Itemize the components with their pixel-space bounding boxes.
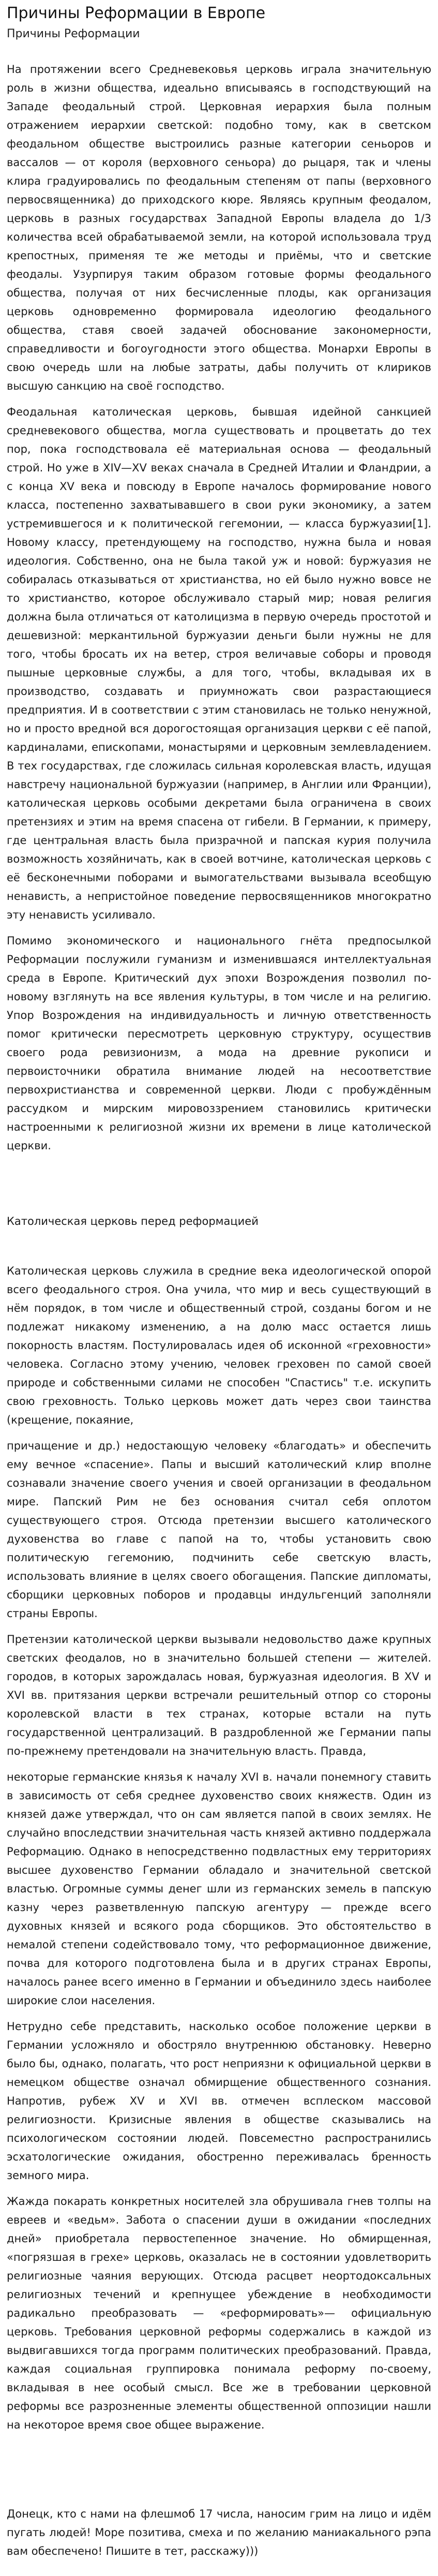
paragraph: На протяжении всего Средневековья церковь играла значительную роль в жизни общества, идеально вписываясь в господствующий на Западе феодальный строй. Церковная иерархия была полным отражением иерархии светской: подобно тому, как в светском феодальном обществе выстроились разные категории сеньоров и вассалов — от короля (верховного сеньора) до рыцаря, так и члены клира градуировались по феодальным степеням от папы (верховного первосвященника) до приходского кюре. Являясь крупным феодалом, церковь в разных государствах Западной Европы владела до 1/3 количества всей обрабатываемой земли, на которой использовала труд крепостных, применяя те же методы и приёмы, что и светские феодалы. Узурпируя таким образом готовые формы феодального общества, получая от них бесчисленные плоды, как организация церковь одновременно формировала идеологию феодального общества, ставя своей задачей обоснование закономерности, справедливости и богоугодности этого общества. Монархи Европы в свою очередь шли на любые затраты, дабы получить от клириков высшую санкцию на своё господство. — [7, 63, 431, 392]
paragraph: Нетрудно себе представить, насколько особое положение церкви в Германии усложняло и обостряло внутреннюю обстановку. Неверно было бы, однако, полагать, что рост неприязни к официальной церкви в немецком обществе означал обмирщение общественного сознания. Напротив, рубеж XV и XVI вв. отмечен всплеском массовой религиозности. Кризисные явления в обществе сказывались на психологическом состоянии людей. Повсеместно распространились эсхатологические ожидания, обостренно переживалась бренность земного мира. — [7, 2020, 431, 2182]
page-title: Причины Реформации в Европе — [7, 4, 266, 22]
spacer — [7, 1162, 431, 1212]
footer-note: Донецк, кто с нами на флешмоб 17 числа, наносим грим на лицо и идём пугать людей! Море позитива, смеха и по желанию маниакального рэпа вам обеспечено! Пишите в тет, расскажу))) — [7, 2508, 431, 2557]
main-section — [7, 60, 431, 1155]
paragraph: причащение и др.) недостающую человеку «благодать» и обеспечить ему вечное «спасение». Папы и высший католический клир вполне сознавали значение своего учения и своей организации в феодальном мире. Папский Рим не без основания считал себя оплотом существующего строя. Отсюда претензии высшего католического духовенства во главе с папой на то, чтобы установить свою политическую гегемонию, подчинить себе светскую власть, использовать влияние в целях своего обогащения. Папские дипломаты, сборщики церковных поборов и продавцы индульгенций заполняли страны Европы. — [7, 1440, 431, 1620]
paragraph: Помимо экономического и национального гнёта предпосылкой Реформации послужили гуманизм и изменившаяся интеллектуальная среда в Европе. Критический дух эпохи Возрождения позволил по-новому взглянуть на все явления культуры, в том числе и на религию. Упор Возрождения на индивидуальность и личную ответственность помог критически пересмотреть церковную структуру, осуществив своего рода ревизионизм, а мода на древние рукописи и первоисточники обратила внимание людей на несоответствие первохристианства и современной церкви. Люди с пробуждённым рассудком и мирским мировоззрением становились критически настроенными к религиозной жизни их времени в лице католической церкви. — [7, 935, 431, 1152]
paragraph: Жажда покарать конкретных носителей зла обрушивала гнев толпы на евреев и «ведьм». Забота о спасении души в ожидании «последних дней» приобретала первостепенное значение. Но обмирщенная, «погрязшая в грехе» церковь, оказалась не в состоянии удовлетворить религиозные чаяния верующих. Отсюда расцвет неортодоксальных религиозных течений и крепнущее убеждение в необходимости радикально преобразовать — «реформировать»— официальную церковь. Требования церковной реформы содержались в каждой из выдвигавшихся тогда программ политических преобразований. Правда, каждая социальная группировка понимала реформу по-своему, вкладывая в нее особый смысл. Все же в требовании церковной реформы все разрозненные элементы общественной оппозиции нашли на некоторое время свое общее выражение. — [7, 2195, 431, 2431]
church-section — [7, 1212, 431, 2434]
paragraph: некоторые германские князья к началу XVI в. начали понемногу ставить в зависимость от себя среднее духовенство своих княжеств. Один из князей даже утверждал, что он сам является папой в своих землях. Не случайно впоследствии значительная часть князей активно поддержала Реформацию. Однако в непосредственно подвластных ему территориях высшее духовенство Германии обладало и значительной светской властью. Огромные суммы денег шли из германских земель в папскую казну через разветвленную папскую агентуру — прежде всего духовных князей и всякого рода сборщиков. Это обстоятельство в немалой степени содействовало тому, что реформационное движение, почва для которого подготовлена была и в других странах Европы, началось ранее всего именно в Германии и объединило здесь наиболее широкие слои населения. — [7, 1771, 431, 2007]
section-title: Католическая церковь перед реформацией — [7, 1215, 259, 1227]
paragraph: Католическая церковь служила в средние века идеологической опорой всего феодального строя. Она учила, что мир и весь существующий в нём порядок, в том числе и общественный строй, созданы богом и не подлежат никакому изменению, а на долю масс остается лишь покорность властям. Постулировалась идея об исконной «греховности» человека. Согласно этому учению, человек греховен по самой своей природе и собственными силами не способен "Спастись" т.е. искупить свою греховность. Только церковь может дать через свои таинства (крещение, покаяние, — [7, 1265, 431, 1426]
paragraph: Феодальная католическая церковь, бывшая идейной санкцией средневекового общества, могла существовать и процветать до тех пор, пока господствовала её материальная основа — феодальный строй. Но уже в XIV—XV веках сначала в Средней Италии и Фландрии, а с конца XV века и повсюду в Европе началось формирование нового класса, постепенно захватывавшего в свои руки экономику, а затем устремившегося и к политической гегемонии, — класса буржуазии[1]. Новому классу, претендующему на господство, нужна была и новая идеология. Собственно, она не была такой уж и новой: буржуазия не собиралась отказываться от христианства, но ей было нужно вовсе не то христианство, которое обслуживало старый мир; новая религия должна была отличаться от католицизма в первую очередь простотой и дешевизной: меркантильной буржуазии деньги были нужны не для того, чтобы бросать их на ветер, строя величавые соборы и проводя пышные церковные службы, а для того, чтобы, вкладывая их в производство, создавать и приумножать свои разрастающиеся предприятия. И в соответствии с этим становилась не только ненужной, но и просто вредной вся дорогостоящая организация церкви с её папой, кардиналами, епископами, монастырями и церковным землевладением. В тех государствах, где сложилась сильная королевская власть, идущая навстречу национальной буржуазии (например, в Англии или Франции), католическая церковь особыми декретами была ограничена в своих претензиях и этим на время спасена от гибели. В Германии, к примеру, где центральная власть была призрачной и папская курия получила возможность хозяйничать, как в своей вотчине, католическая церковь с её бесконечными поборами и вымогательствами вызывала всеобщую ненависть, а непристойное поведение первосвященников многократно эту ненависть усиливало. — [7, 406, 431, 921]
paragraph: Претензии католической церкви вызывали недовольство даже крупных светских феодалов, но в значительно большей степени — жителей. городов, в которых зарождалась новая, буржуазная идеология. В XV и XVI вв. притязания церкви встречали решительный отпор со стороны королевской власти в тех странах, которые встали на путь государственной централизаций. В раздробленной же Германии папы по-прежнему претендовали на значительную власть. Правда, — [7, 1633, 431, 1757]
page-subtitle: Причины Реформации — [7, 27, 140, 40]
spacer — [7, 2441, 431, 2505]
